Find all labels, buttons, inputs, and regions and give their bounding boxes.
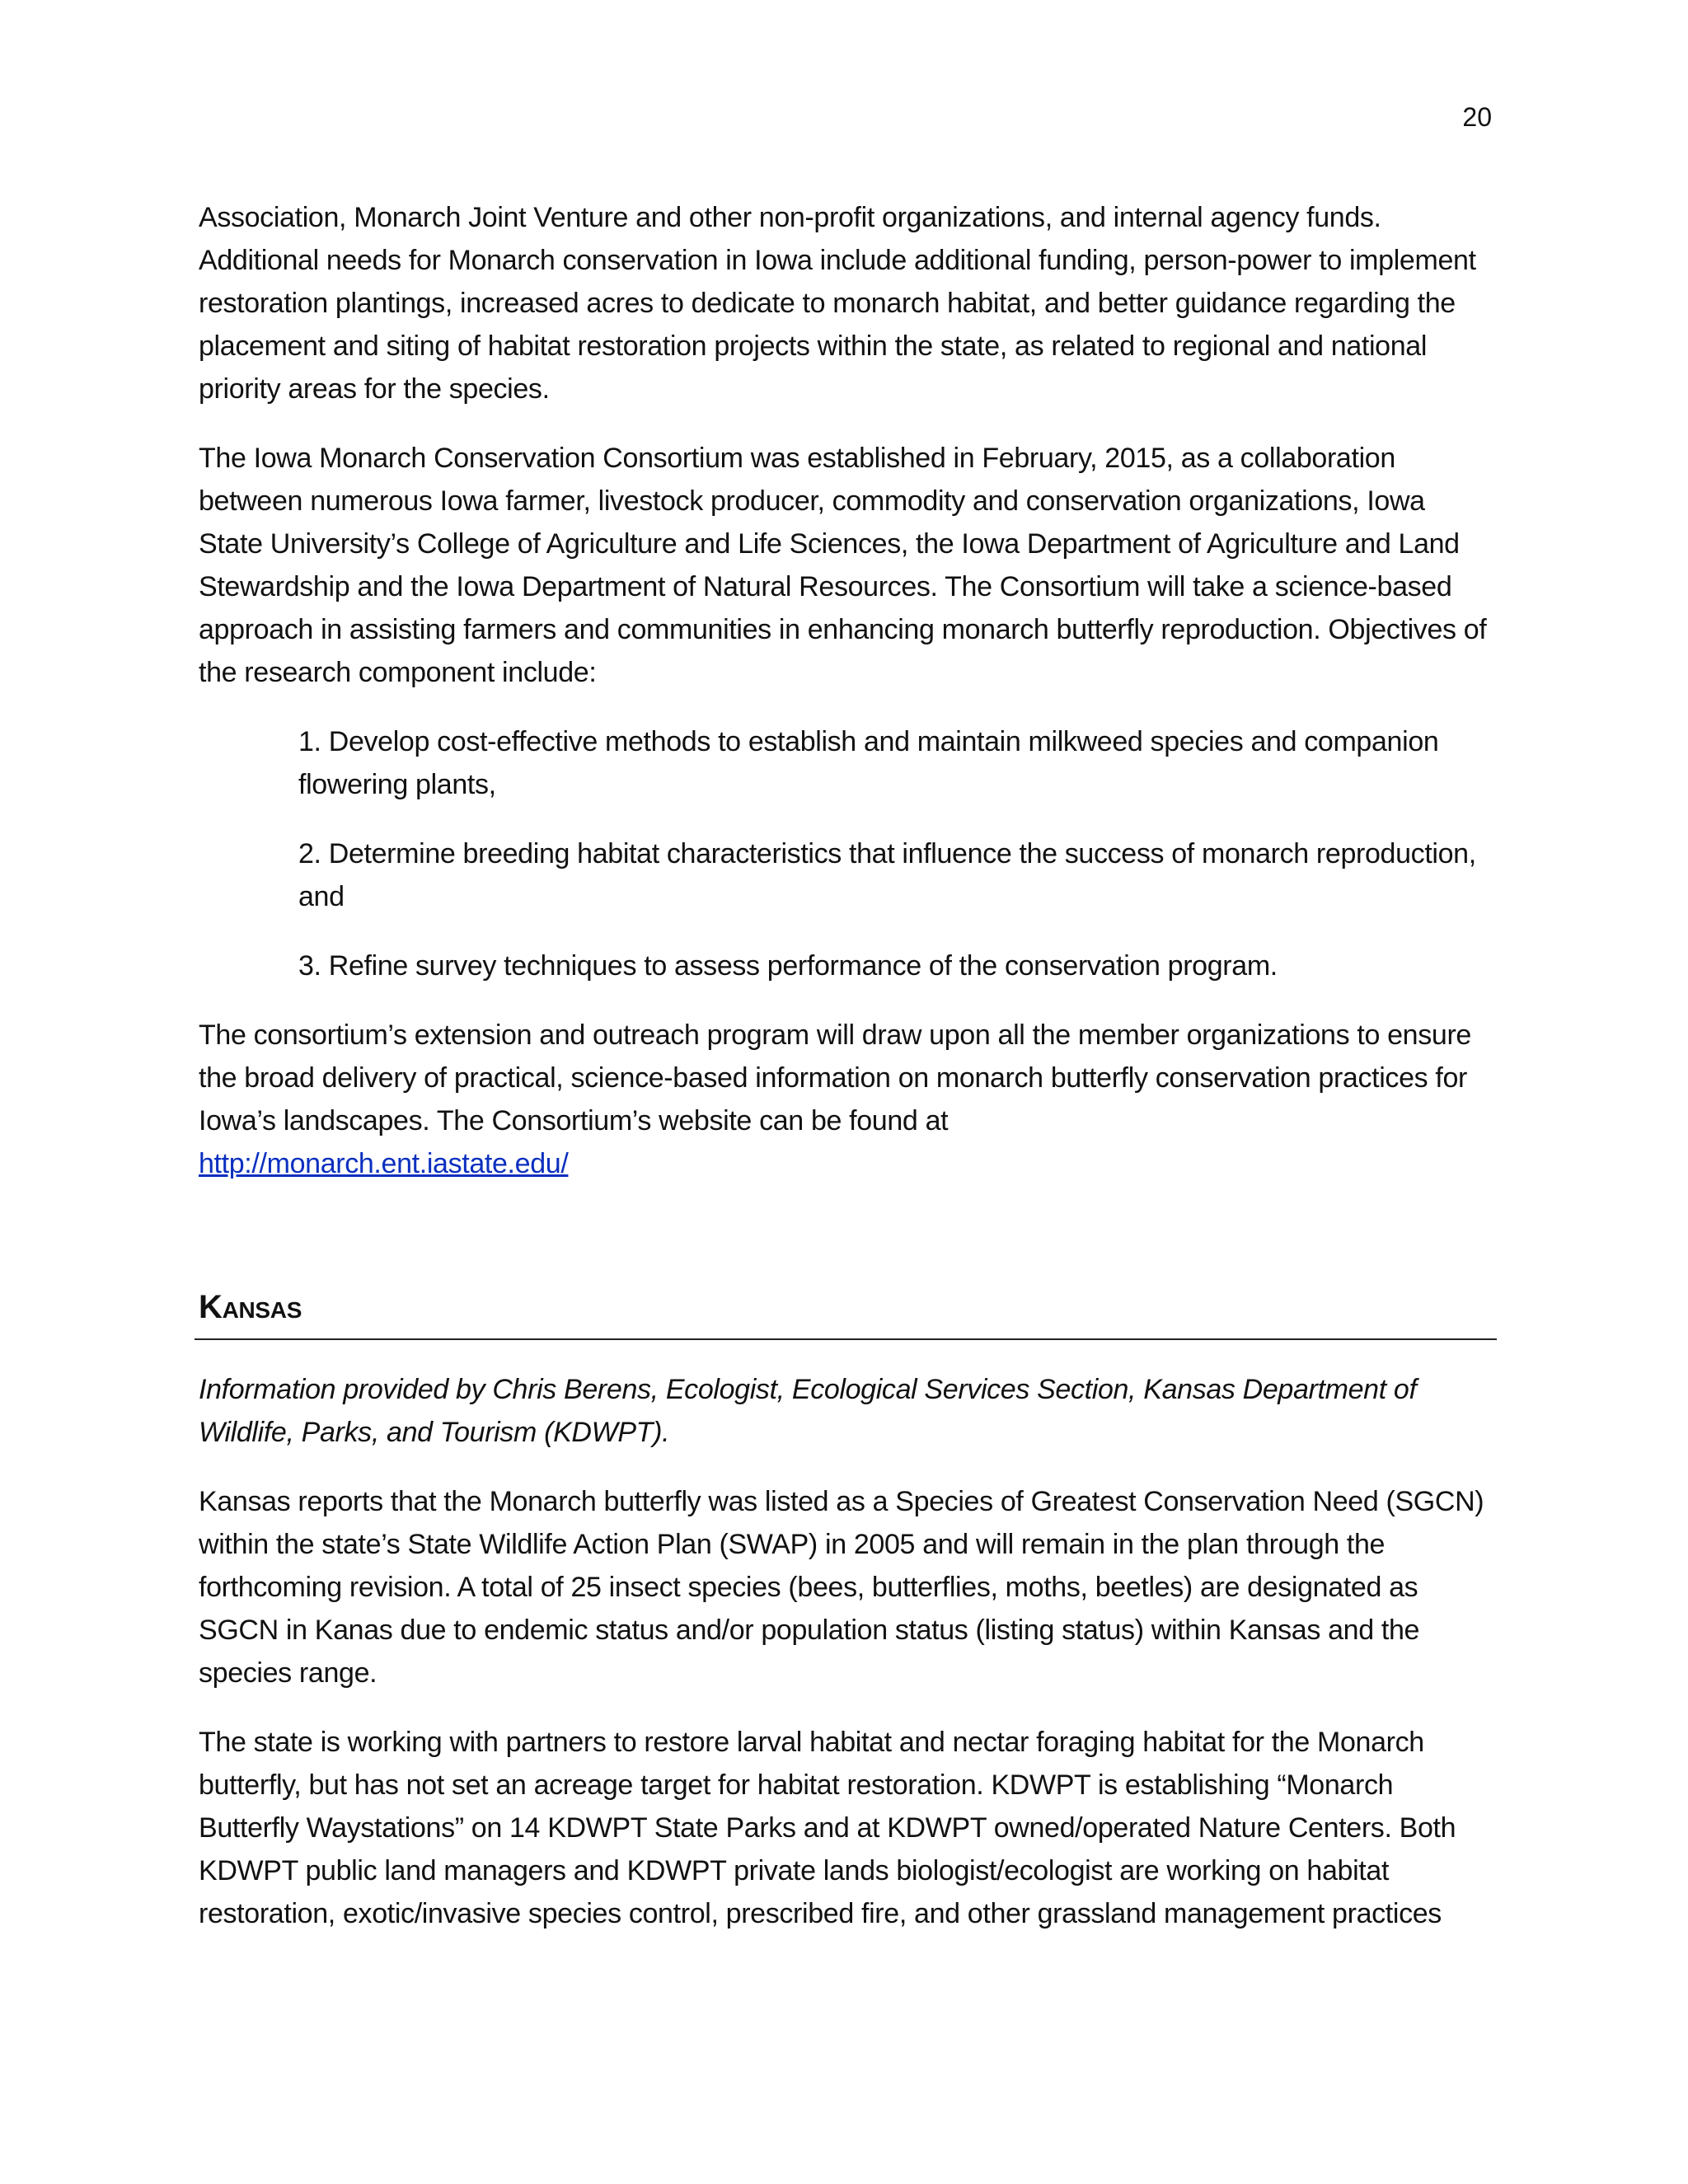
iowa-intro-paragraph: Association, Monarch Joint Venture and other non-profit organizations, and internal agency funds. Additional needs for Monarch conservation in Iowa include additional funding, person-power to implement restoration plantings, increased acres to dedicate to monarch habitat, and better guidance regarding the placement and siting of habitat restoration projects within the state, as related to regional and national priority areas for the species. (199, 202, 1476, 405)
page-number: 20 (1462, 102, 1492, 132)
objective-item: 1. Develop cost-effective methods to establish and maintain milkweed species and companion flowering plants, (298, 726, 1439, 800)
objectives-list (199, 720, 1493, 987)
website-link[interactable]: http://monarch.ent.iastate.edu/ (199, 1148, 569, 1179)
outreach-text: The consortium’s extension and outreach program will draw upon all the member organizations to ensure the broad delivery of practical, science-based information on monarch butterfly conservation practices for Iowa’s landscapes. The Consortium’s website can be found at (199, 1019, 1471, 1137)
kansas-paragraph-1: Kansas reports that the Monarch butterfly was listed as a Species of Greatest Conservation Need (SGCN) within the state’s State Wildlife Action Plan (SWAP) in 2005 and will remain in the plan through the forthcoming revision. A total of 25 insect species (bees, butterflies, moths, beetles) are designated as SGCN in Kanas due to endemic status and/or population status (listing status) within Kansas and the species range. (199, 1486, 1484, 1689)
document-body (199, 196, 1493, 1961)
section-divider (195, 1338, 1497, 1340)
objective-item: 2. Determine breeding habitat characteristics that influence the success of monarch reproduction, and (298, 838, 1476, 912)
outreach-paragraph (199, 1014, 1493, 1185)
objective-item: 3. Refine survey techniques to assess performance of the conservation program. (298, 950, 1278, 982)
kansas-paragraph-2: The state is working with partners to restore larval habitat and nectar foraging habitat for the Monarch butterfly, but has not set an acreage target for habitat restoration. KDWPT is establishing “Monarch Butterfly Waystations” on 14 KDWPT State Parks and at KDWPT owned/operated Nature Centers. Both KDWPT public land managers and KDWPT private lands biologist/ecologist are working on habitat restoration, exotic/invasive species control, prescribed fire, and other grassland management practices (199, 1727, 1456, 1929)
consortium-paragraph: The Iowa Monarch Conservation Consortium was established in February, 2015, as a collaboration between numerous Iowa farmer, livestock producer, commodity and conservation organizations, Iowa State University’s College of Agriculture and Life Sciences, the Iowa Department of Agriculture and Land Stewardship and the Iowa Department of Natural Resources. The Consortium will take a science-based approach in assisting farmers and communities in enhancing monarch butterfly reproduction. Objectives of the research component include: (199, 443, 1487, 688)
kansas-credit: Information provided by Chris Berens, Ecologist, Ecological Services Section, Kansas Department of Wildlife, Parks, and Tourism (KDWPT). (199, 1374, 1417, 1448)
section-heading-kansas: Kansas (199, 1289, 302, 1325)
